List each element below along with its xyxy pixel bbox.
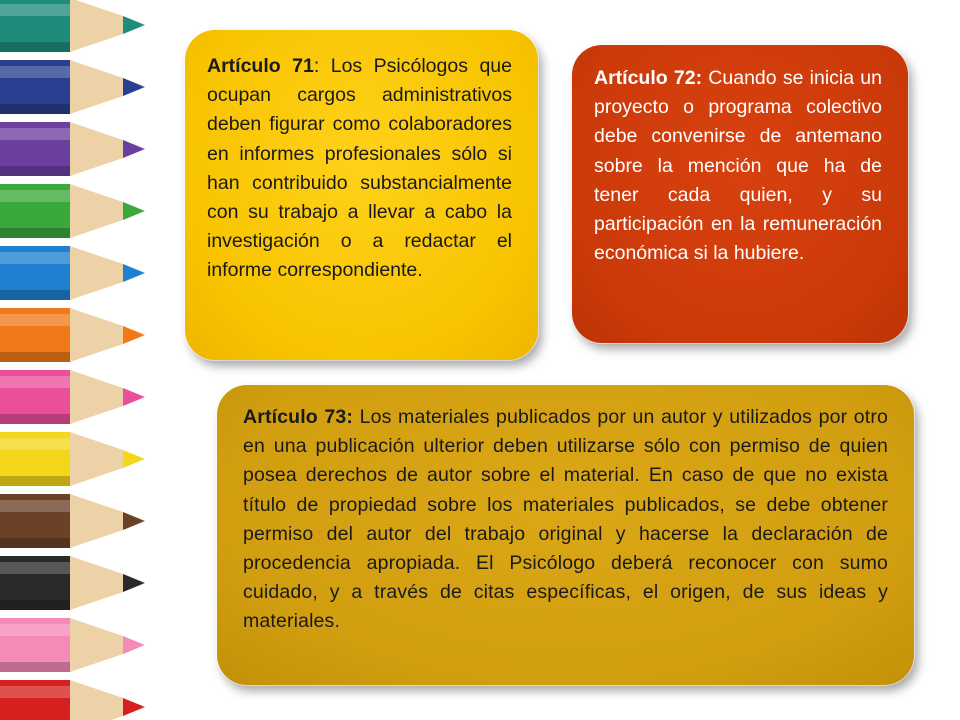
pencil-shadow bbox=[0, 290, 70, 300]
pencil-navy bbox=[0, 60, 145, 114]
pencil-highlight bbox=[0, 686, 70, 698]
pencil-wood bbox=[70, 494, 123, 548]
pencil-highlight bbox=[0, 190, 70, 202]
pencil-highlight bbox=[0, 252, 70, 264]
article-72-card bbox=[572, 45, 908, 343]
pencil-wood bbox=[70, 246, 123, 300]
article-72-heading: Artículo 72: bbox=[594, 67, 703, 89]
pencil-highlight bbox=[0, 4, 70, 16]
pencil-orange bbox=[0, 308, 145, 362]
article-71-heading: Artículo 71 bbox=[207, 55, 314, 77]
pencil-rose bbox=[0, 618, 145, 672]
pencil-shadow bbox=[0, 166, 70, 176]
article-72-text bbox=[594, 64, 882, 268]
pencil-blue bbox=[0, 246, 145, 300]
pencil-shadow bbox=[0, 104, 70, 114]
pencil-wood bbox=[70, 308, 123, 362]
article-71-text bbox=[207, 52, 512, 286]
pencil-highlight bbox=[0, 314, 70, 326]
article-73-body: Los materiales publicados por un autor y utilizados por otro en una publicación ulterior deben utilizarse sólo con permiso de quien posea derechos de autor sobre el material. En caso de que no exista título de propiedad sobre los materiales publicados, se debe obtener permiso del autor del trabajo original y hacerse la declaración de procedencia apropiada. El Psicólogo deberá reconocer con sumo cuidado, y a través de citas específicas, el origen, de sus ideas y materiales. bbox=[243, 406, 888, 633]
pencil-wood bbox=[70, 556, 123, 610]
pencil-wood bbox=[70, 122, 123, 176]
article-73-card bbox=[217, 385, 914, 685]
pencil-shadow bbox=[0, 352, 70, 362]
pencil-wood bbox=[70, 60, 123, 114]
pencil-highlight bbox=[0, 438, 70, 450]
pencil-black bbox=[0, 556, 145, 610]
pencil-highlight bbox=[0, 562, 70, 574]
pencil-wood bbox=[70, 680, 123, 720]
pencil-shadow bbox=[0, 42, 70, 52]
pencil-yellow bbox=[0, 432, 145, 486]
pencil-wood bbox=[70, 184, 123, 238]
pencil-pink bbox=[0, 370, 145, 424]
pencil-green bbox=[0, 184, 145, 238]
article-73-text bbox=[243, 403, 888, 637]
pencil-red bbox=[0, 680, 145, 720]
pencil-brown bbox=[0, 494, 145, 548]
pencils-decoration bbox=[0, 0, 175, 720]
pencil-wood bbox=[70, 618, 123, 672]
pencil-shadow bbox=[0, 476, 70, 486]
pencil-shadow bbox=[0, 414, 70, 424]
pencil-wood bbox=[70, 0, 123, 52]
pencil-purple bbox=[0, 122, 145, 176]
pencil-teal bbox=[0, 0, 145, 52]
pencil-wood bbox=[70, 432, 123, 486]
pencil-shadow bbox=[0, 228, 70, 238]
pencils-fade bbox=[140, 0, 180, 720]
article-71-body: : Los Psicólogos que ocupan cargos administrativos deben figurar como colaboradores en informes profesionales sólo si han contribuido substancialmente con su trabajo a llevar a cabo la investigación o a redactar el informe correspondiente. bbox=[207, 55, 512, 282]
article-73-heading: Artículo 73: bbox=[243, 406, 354, 428]
pencil-wood bbox=[70, 370, 123, 424]
pencil-highlight bbox=[0, 376, 70, 388]
pencil-highlight bbox=[0, 128, 70, 140]
article-71-card bbox=[185, 30, 538, 360]
pencil-highlight bbox=[0, 624, 70, 636]
pencil-shadow bbox=[0, 538, 70, 548]
article-72-body: Cuando se inicia un proyecto o programa colectivo debe convenirse de antemano sobre la mención que ha de tener cada quien, y su participación en la remuneración económica si la hubiere. bbox=[594, 67, 882, 265]
pencil-shadow bbox=[0, 662, 70, 672]
pencil-highlight bbox=[0, 66, 70, 78]
pencil-highlight bbox=[0, 500, 70, 512]
pencil-shadow bbox=[0, 600, 70, 610]
